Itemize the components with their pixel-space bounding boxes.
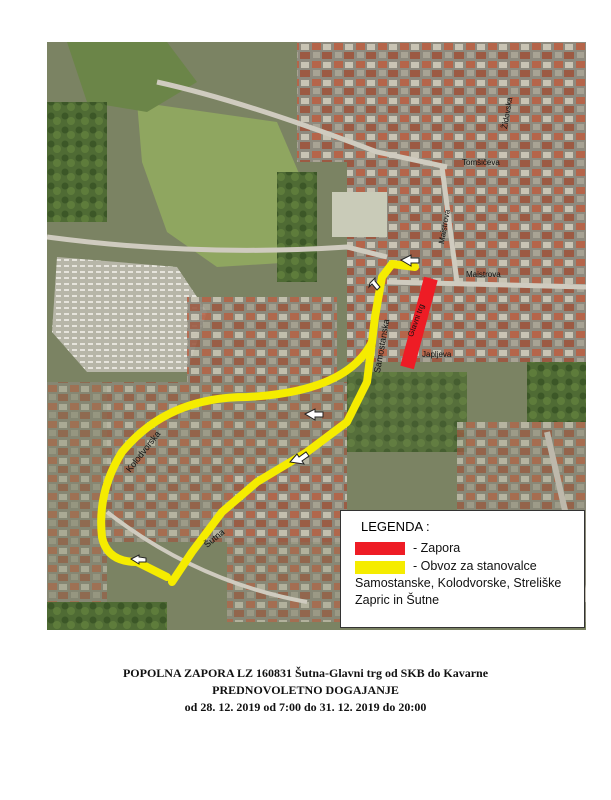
street-label-zidovska: Židovska	[500, 96, 515, 130]
legend-detour-label: - Obvoz za stanovalce	[413, 559, 537, 573]
legend-closure-swatch	[355, 542, 405, 555]
caption-line-3: od 28. 12. 2019 od 7:00 do 31. 12. 2019 do 20:00	[184, 700, 427, 714]
street-label-sutna: Šutna	[202, 526, 227, 550]
street-label-tomsceva: Tomšičeva	[462, 158, 500, 167]
map-legend	[340, 510, 585, 628]
legend-detour-desc-2: Zapric in Šutne	[355, 593, 440, 607]
street-label-maistrova-h: Maistrova	[466, 270, 501, 279]
street-label-glavni-trg: Glavni trg	[406, 302, 427, 339]
street-label-japljeva: Japljeva	[422, 350, 452, 359]
caption-line-2: PREDNOVOLETNO DOGAJANJE	[212, 683, 399, 697]
street-label-samostanska: Samostanska	[372, 318, 392, 374]
legend-detour-desc-1: Samostanske, Kolodvorske, Streliške	[355, 576, 562, 590]
legend-title: LEGENDA :	[361, 519, 430, 534]
street-label-maistrova-v: Maistrova	[437, 208, 452, 245]
street-label-kolodvorska: Kolodvorska	[124, 428, 163, 475]
caption-line-1: POPOLNA ZAPORA LZ 160831 Šutna-Glavni trg od SKB do Kavarne	[122, 666, 489, 680]
legend-closure-label: - Zapora	[413, 541, 461, 555]
legend-detour-swatch	[355, 561, 405, 574]
